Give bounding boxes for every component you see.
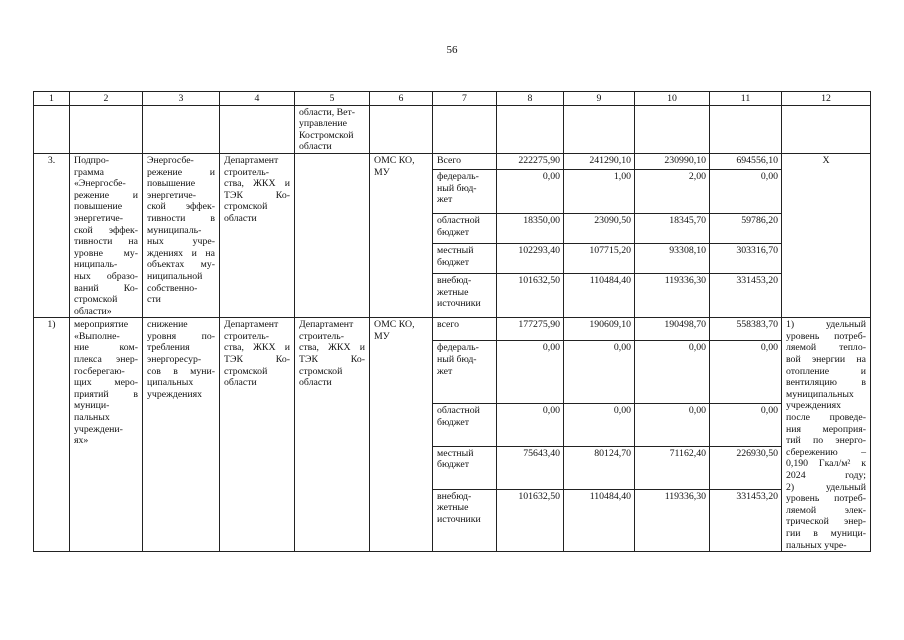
text-line: бюджет [437, 256, 470, 268]
text-line: пальных учре- [786, 539, 847, 551]
text-line: энергоресур- [147, 354, 202, 366]
text-line: ТЭК Ко- [224, 189, 290, 201]
text-line: уровень потреб- [786, 493, 866, 505]
text-line: уровень потреб- [786, 330, 866, 342]
text-line: ный бюд- [437, 182, 477, 194]
column-header: 9 [564, 92, 635, 106]
column-header: 8 [497, 92, 564, 106]
amount-cell: 0,00 [564, 403, 635, 446]
text-line: жетные [437, 502, 469, 514]
text-line: требления [147, 342, 190, 354]
column-header: 7 [433, 92, 497, 106]
cell-indicators [782, 153, 871, 317]
text-line: после проведе- [786, 412, 866, 424]
cell-col6 [370, 153, 433, 317]
text-line: ской эффек- [147, 201, 215, 213]
text-line: ТЭК Ко- [299, 354, 365, 366]
empty-cell [433, 105, 497, 153]
column-header: 12 [782, 92, 871, 106]
amount-cell: 107715,20 [564, 244, 635, 274]
text-line: отопление и [786, 365, 866, 377]
text-line: ваний Ко- [74, 282, 138, 294]
amount-cell: 101632,50 [497, 274, 564, 318]
amount-cell: 190498,70 [635, 318, 710, 341]
text-line: 2) удельный [786, 481, 866, 493]
row-number: 1) [34, 318, 70, 552]
text-line: 1) удельный [786, 319, 866, 331]
text-line: всего [437, 319, 460, 331]
amount-cell: 110484,40 [564, 489, 635, 552]
cell-col3 [143, 153, 220, 317]
cell-col2 [70, 153, 143, 317]
text-line: ства, ЖКХ и [299, 342, 365, 354]
text-line: сбережению – [786, 446, 866, 458]
empty-cell [370, 105, 433, 153]
text-line: области [224, 212, 257, 224]
amount-cell: 119336,30 [635, 274, 710, 318]
amount-cell: 331453,20 [710, 489, 782, 552]
funding-source [433, 446, 497, 489]
text-line: ства, ЖКХ и [224, 178, 290, 190]
text-line: муници- [74, 400, 110, 412]
text-line: объектах му- [147, 259, 215, 271]
text-line: МУ [374, 166, 390, 178]
text-line: области [224, 377, 257, 389]
amount-cell: 110484,40 [564, 274, 635, 318]
text-line: стромской [224, 365, 268, 377]
funding-source [433, 170, 497, 214]
text-line: плекса энер- [74, 354, 138, 366]
continuation-cell [295, 105, 370, 153]
text-line: местный [437, 245, 474, 257]
cell-col5 [295, 318, 370, 552]
empty-cell [34, 105, 70, 153]
empty-cell [497, 105, 564, 153]
empty-cell [710, 105, 782, 153]
text-line: трической энер- [786, 516, 866, 528]
text-line: внебюд- [437, 490, 472, 502]
funding-source [433, 403, 497, 446]
row-number: 3. [34, 153, 70, 317]
cell-col5 [295, 153, 370, 317]
empty-cell [564, 105, 635, 153]
amount-cell: 1,00 [564, 170, 635, 214]
text-line: области, Вет- [299, 106, 356, 118]
amount-cell: 80124,70 [564, 446, 635, 489]
text-line: Подпро- [74, 154, 109, 166]
amount-cell: 23090,50 [564, 214, 635, 244]
text-line: жет [437, 365, 453, 377]
text-line: приятий в [74, 388, 138, 400]
amount-cell: 331453,20 [710, 274, 782, 318]
text-line: строитель- [224, 166, 270, 178]
text-line: местный [437, 447, 474, 459]
funding-source [433, 318, 497, 341]
text-line: Департамент [299, 319, 354, 331]
text-line: Департамент [224, 319, 279, 331]
amount-cell: 18350,00 [497, 214, 564, 244]
cell-col3 [143, 318, 220, 552]
amount-cell: 241290,10 [564, 153, 635, 169]
text-line: грамма [74, 166, 104, 178]
text-line: Костромской [299, 129, 354, 141]
amount-cell: 558383,70 [710, 318, 782, 341]
amount-cell: 222275,90 [497, 153, 564, 169]
text-line: гии в муници- [786, 527, 866, 539]
text-line: ный бюд- [437, 353, 477, 365]
amount-cell: 18345,70 [635, 214, 710, 244]
column-header: 4 [220, 92, 295, 106]
cell-col4 [220, 153, 295, 317]
amount-cell: 101632,50 [497, 489, 564, 552]
text-line: ТЭК Ко- [224, 354, 290, 366]
column-header: 11 [710, 92, 782, 106]
empty-cell [220, 105, 295, 153]
text-line: строитель- [224, 330, 270, 342]
amount-cell: 0,00 [710, 403, 782, 446]
text-line: муниципальных [786, 388, 854, 400]
amount-cell: 59786,20 [710, 214, 782, 244]
text-line: бюджет [437, 459, 470, 471]
text-line: «Выполне- [74, 330, 120, 342]
text-line: ных учре- [147, 236, 215, 248]
text-line: тивности в [147, 212, 215, 224]
column-header: 1 [34, 92, 70, 106]
text-line: федераль- [437, 171, 479, 183]
text-line: ждениях и на [147, 247, 215, 259]
text-line: энергетиче- [74, 212, 123, 224]
amount-cell: 93308,10 [635, 244, 710, 274]
text-line: жет [437, 194, 453, 206]
text-line: области [299, 377, 332, 389]
text-line: щих меро- [74, 377, 138, 389]
cell-col2 [70, 318, 143, 552]
text-line: повышение [74, 201, 123, 213]
text-line: внебюд- [437, 275, 472, 287]
budget-table [33, 91, 871, 552]
funding-source [433, 244, 497, 274]
amount-cell: 230990,10 [635, 153, 710, 169]
text-line: госберегаю- [74, 365, 125, 377]
funding-source [433, 153, 497, 169]
text-line: федераль- [437, 342, 479, 354]
text-line: ства, ЖКХ и [224, 342, 290, 354]
text-line: стромской [224, 201, 268, 213]
text-line: областной [437, 404, 480, 416]
text-line: бюджет [437, 226, 470, 238]
text-line: ниципаль- [74, 259, 118, 271]
text-line: повышение [147, 178, 196, 190]
text-line: мероприятие [74, 319, 129, 331]
amount-cell: 0,00 [564, 341, 635, 404]
text-line: учреждениях [147, 388, 203, 400]
text-line: области [299, 141, 332, 153]
amount-cell: 226930,50 [710, 446, 782, 489]
text-line: МУ [374, 330, 390, 342]
text-line: жетные [437, 286, 469, 298]
amount-cell: 190609,10 [564, 318, 635, 341]
amount-cell: 0,00 [497, 170, 564, 214]
text-line: 2024 году; [786, 470, 866, 481]
column-header: 6 [370, 92, 433, 106]
text-line: тивности на [74, 236, 138, 248]
text-line: сов в муни- [147, 365, 215, 377]
cell-indicators [782, 318, 871, 552]
empty-cell [70, 105, 143, 153]
empty-cell [143, 105, 220, 153]
funding-source [433, 274, 497, 318]
column-header: 2 [70, 92, 143, 106]
empty-cell [635, 105, 710, 153]
text-line: стромской [299, 365, 343, 377]
text-line: режение и [147, 166, 215, 178]
text-line: энергетиче- [147, 189, 196, 201]
text-line: областной [437, 215, 480, 227]
amount-cell: 0,00 [497, 341, 564, 404]
amount-cell: 177275,90 [497, 318, 564, 341]
amount-cell: 0,00 [635, 341, 710, 404]
text-line: стромской [74, 294, 118, 306]
text-line: ние ком- [74, 342, 138, 354]
funding-source [433, 214, 497, 244]
text-line: учреждени- [74, 423, 123, 435]
column-header: 3 [143, 92, 220, 106]
text-line: ях» [74, 435, 89, 447]
text-line: снижение [147, 319, 188, 331]
text-line: ниципальной [147, 270, 203, 282]
text-line: ния мероприя- [786, 423, 866, 435]
text-line: ОМС КО, [374, 154, 415, 166]
amount-cell: 75643,40 [497, 446, 564, 489]
text-line: уровне му- [74, 247, 138, 259]
text-line: тий по энерго- [786, 435, 866, 447]
text-line: сти [147, 294, 161, 306]
text-line: «Энергосбе- [74, 178, 126, 190]
amount-cell: 303316,70 [710, 244, 782, 274]
text-line: строитель- [299, 330, 345, 342]
table-row [34, 153, 871, 169]
text-line: 0,190 Гкал/м² к [786, 458, 866, 470]
text-line: вой энергии на [786, 354, 866, 366]
cell-col4 [220, 318, 295, 552]
text-line: источники [437, 298, 481, 310]
text-line: ных образо- [74, 270, 138, 282]
column-header: 10 [635, 92, 710, 106]
amount-cell: 0,00 [710, 341, 782, 404]
amount-cell: 694556,10 [710, 153, 782, 169]
page-number: 56 [446, 44, 458, 56]
text-line: Всего [437, 154, 462, 166]
amount-cell: 2,00 [635, 170, 710, 214]
column-header: 5 [295, 92, 370, 106]
text-line: Энергосбе- [147, 154, 194, 166]
text-line: Х [822, 154, 830, 166]
amount-cell: 0,00 [635, 403, 710, 446]
text-line: учреждениях [786, 400, 842, 412]
text-line: ской эффек- [74, 224, 138, 236]
text-line: режение и [74, 189, 138, 201]
text-line: уровня по- [147, 330, 215, 342]
text-line: управление [299, 118, 347, 130]
text-line: источники [437, 513, 481, 525]
funding-source [433, 341, 497, 404]
text-line: муниципаль- [147, 224, 202, 236]
amount-cell: 102293,40 [497, 244, 564, 274]
text-line: ляемой тепло- [786, 342, 866, 354]
text-line: собственно- [147, 282, 198, 294]
funding-source [433, 489, 497, 552]
text-line: Департамент [224, 154, 279, 166]
amount-cell: 0,00 [710, 170, 782, 214]
empty-cell [782, 105, 871, 153]
text-line: вентиляцию в [786, 377, 866, 389]
text-line: пальных [74, 412, 110, 424]
header-row [34, 92, 871, 106]
cell-col6 [370, 318, 433, 552]
text-line: ляемой элек- [786, 504, 866, 516]
text-line: ОМС КО, [374, 319, 415, 331]
amount-cell: 0,00 [497, 403, 564, 446]
text-line: бюджет [437, 416, 470, 428]
text-line: ципальных [147, 377, 194, 389]
text-line: области» [74, 305, 112, 317]
amount-cell: 119336,30 [635, 489, 710, 552]
table-row [34, 318, 871, 341]
amount-cell: 71162,40 [635, 446, 710, 489]
continuation-row [34, 105, 871, 153]
